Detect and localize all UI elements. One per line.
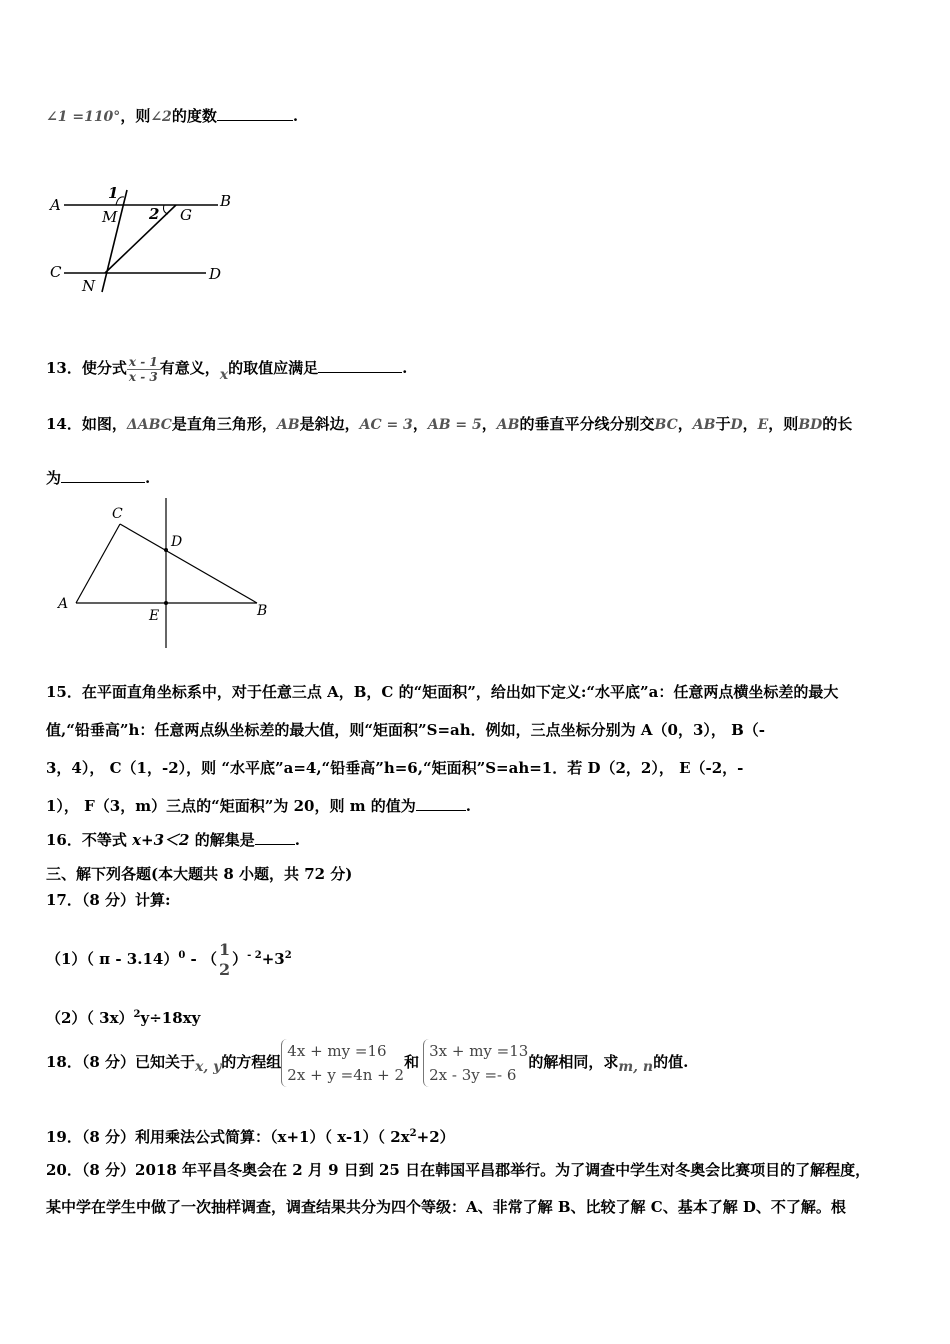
q14-prefix: 14．如图，: [46, 415, 127, 433]
label-a: A: [58, 596, 69, 612]
label-c: C: [50, 263, 62, 281]
q16-expr: x+3＜2: [132, 831, 190, 849]
q18-t2: 的解相同，求: [528, 1053, 619, 1071]
q17-frac-den: 2: [218, 960, 231, 979]
q16-period: .: [294, 831, 300, 849]
q15-line4: [46, 796, 471, 816]
label-g: G: [180, 206, 192, 224]
q18-prefix: 18．（8 分）已知关于: [46, 1053, 196, 1071]
label-b: B: [257, 603, 268, 619]
q14-d: D: [730, 417, 743, 433]
q14-ac: AC = 3: [359, 417, 413, 433]
q17-p2-end: y÷18xy: [140, 1009, 201, 1027]
q16-suffix: 的解集是: [189, 831, 255, 849]
q17-frac-num: 1: [218, 940, 231, 959]
q13-period: .: [402, 359, 408, 377]
q14-line2-prefix: 为: [46, 469, 62, 487]
q14-t2: 是斜边，: [299, 415, 360, 433]
q18-system1: [281, 1039, 404, 1087]
q17-part1: [46, 928, 292, 987]
q14-line2: [46, 468, 150, 488]
q17-p1-prefix: （1）（ π - 3.14）: [46, 950, 179, 968]
q14-t1: 是直角三角形，: [171, 415, 277, 433]
q14-t6: 的长: [822, 415, 853, 433]
q17-fraction: [217, 940, 232, 980]
q14-bd: BD: [798, 417, 823, 433]
q18-s1a: 4x + my =16: [287, 1042, 387, 1060]
q17-p1-sq: 2: [284, 950, 292, 961]
q12-line: [46, 106, 298, 127]
q14-ab3: AB: [692, 417, 716, 433]
q14-ab2: AB: [496, 417, 520, 433]
q19-prefix: 19．（8 分）利用乘法公式简算：（x+1）（ x-1）（ 2x: [46, 1128, 410, 1146]
q14-comma3: ，: [677, 415, 693, 433]
angle1-expr: ∠1 =110°: [46, 109, 121, 125]
q20-line2: 某中学在学生中做了一次抽样调查，调查结果共分为四个等级：A、非常了解 B、比较了解 C、基本了解 D、不了解。根: [46, 1198, 846, 1216]
q13-suffix: 的取值应满足: [228, 359, 319, 377]
q18-s1b: 2x + y =4n + 2: [287, 1066, 405, 1084]
q12-text-end: 的度数: [171, 107, 217, 125]
answer-blank[interactable]: [61, 468, 145, 483]
label-b: B: [220, 192, 232, 210]
q18-s2a: 3x + my =13: [429, 1042, 529, 1060]
answer-blank[interactable]: [217, 106, 293, 121]
label-1: 1: [108, 184, 119, 202]
q14-comma2: ，: [481, 415, 497, 433]
point-e: [164, 601, 168, 605]
label-a: A: [50, 196, 61, 214]
q13-var: x: [219, 367, 229, 383]
q17-p1-close: ）: [232, 950, 248, 968]
figure-right-triangle: [50, 496, 280, 652]
side-cb: [120, 524, 257, 603]
q14-ab1: AB: [276, 417, 300, 433]
q18-s2b: 2x - 3y =- 6: [429, 1066, 517, 1084]
q14-e: E: [757, 417, 769, 433]
label-e: E: [149, 608, 160, 624]
q15-line3: 3，4）， C（1，-2），则 “水平底”a=4,“铅垂高”h=6,“矩面积”S=ah=1．若 D（2，2）， E（-2，-: [46, 759, 744, 777]
q18-t1: 的方程组: [221, 1053, 282, 1071]
q13-frac-num: x - 1: [128, 354, 158, 369]
q14-t3: 的垂直平分线分别交: [519, 415, 655, 433]
label-m: M: [102, 208, 118, 226]
q14-comma1: ，: [412, 415, 428, 433]
q16-line: [46, 830, 300, 850]
q20-line1: 20．（8 分）2018 年平昌冬奥会在 2 月 9 日到 25 日在韩国平昌郡举行。为了调查中学生对冬奥会比赛项目的了解程度，: [46, 1161, 871, 1179]
label-c: C: [112, 506, 123, 522]
q19-sq: 2: [409, 1128, 417, 1139]
q18-vars: x, y: [195, 1059, 222, 1075]
angle2-expr: ∠2: [150, 109, 172, 125]
section3-title: 三、解下列各题(本大题共 8 小题，共 72 分): [46, 865, 353, 883]
q17-p1-end: +3: [261, 950, 285, 968]
q13-frac-den: x - 3: [128, 369, 158, 384]
q13-fraction: [127, 355, 160, 384]
answer-blank[interactable]: [416, 796, 466, 811]
q14-tri: ΔABC: [126, 417, 172, 433]
q17-p2-prefix: （2）（ 3x）: [46, 1009, 134, 1027]
q18-mn: m, n: [618, 1059, 654, 1075]
q13-line: [46, 354, 407, 384]
q17-p1-mid: - （: [185, 950, 217, 968]
q19-line: [46, 1124, 455, 1147]
q14-ab-eq: AB = 5: [427, 417, 482, 433]
q14-line1: [46, 414, 852, 435]
q17-p1-exp0: 0: [178, 950, 186, 961]
q16-prefix: 16．不等式: [46, 831, 133, 849]
q14-comma4: ，: [742, 415, 758, 433]
q12-text-mid: ，则: [120, 107, 151, 125]
point-d: [164, 548, 168, 552]
q18-line: [46, 1036, 688, 1089]
q13-mid: 有意义，: [159, 359, 220, 377]
answer-blank[interactable]: [318, 358, 402, 373]
q14-t4: 于: [715, 415, 731, 433]
q17-p1-exp: - 2: [247, 950, 262, 961]
q17-p2-sq: 2: [133, 1009, 141, 1020]
q18-and: 和: [404, 1053, 420, 1071]
label-d: D: [209, 265, 222, 283]
q19-suffix: +2）: [416, 1128, 455, 1146]
label-n: N: [82, 277, 96, 295]
answer-blank[interactable]: [255, 830, 295, 845]
q18-t3: 的值.: [653, 1053, 689, 1071]
label-2: 2: [149, 205, 160, 223]
figure-parallel-lines: [46, 178, 246, 304]
q18-system2: [423, 1039, 528, 1087]
label-d: D: [171, 534, 183, 550]
q15-line4-text: 1）， F（3，m）三点的“矩面积”为 20，则 m 的值为: [46, 797, 416, 815]
q15-line2: 值,“铅垂高”h：任意两点纵坐标差的最大值，则“矩面积”S=ah．例如，三点坐标分别为 A（0，3）， B（-: [46, 721, 766, 739]
q15-line1: 15．在平面直角坐标系中，对于任意三点 A，B，C 的“矩面积”，给出如下定义:“水平底”a：任意两点横坐标差的最大: [46, 683, 839, 701]
q13-prefix: 13．使分式: [46, 359, 127, 377]
q14-period: .: [145, 469, 151, 487]
q14-bc: BC: [654, 417, 678, 433]
q17-part2: [46, 1005, 200, 1028]
q12-period: .: [292, 107, 299, 125]
q14-t5: ，则: [768, 415, 799, 433]
q15-period: .: [465, 797, 472, 815]
side-ac: [76, 524, 120, 603]
q17-title: 17．（8 分）计算:: [46, 891, 171, 909]
